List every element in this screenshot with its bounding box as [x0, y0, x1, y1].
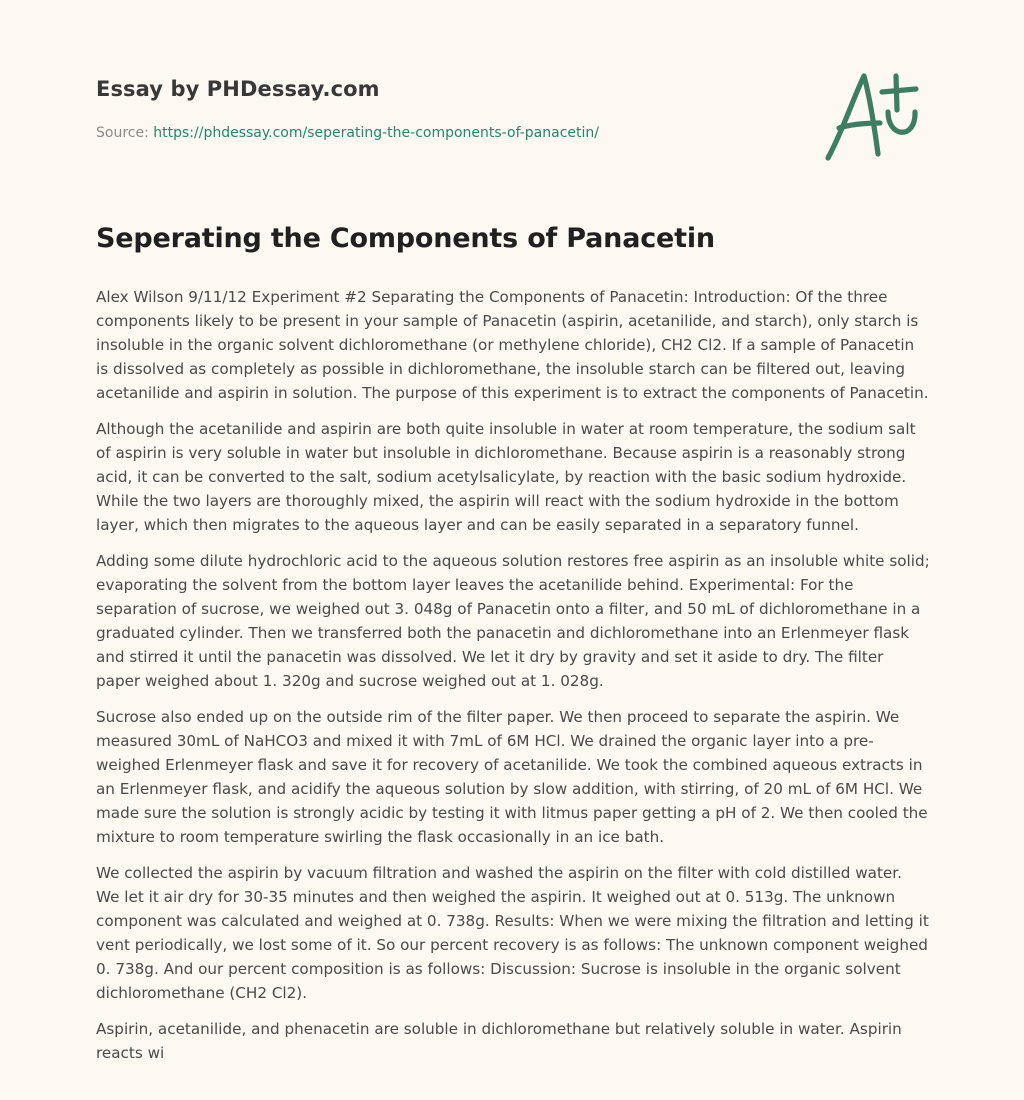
essay-page — [96, 0, 930, 1100]
article-paragraph: Alex Wilson 9/11/12 Experiment #2 Separating the Components of Panacetin: Introduction: Of the three components likely to be present in your sample of Panacetin (aspirin, acetanilide, and starch), only starch is insoluble in the organic solvent dichloromethane (or methylene chloride), CH2 Cl2. If a sample of Panacetin is dissolved as completely as possible in dichloromethane, the insoluble starch can be filtered out, leaving acetanilide and aspirin in solution. The purpose of this experiment is to extract the components of Panacetin. — [96, 288, 929, 402]
article-paragraph: Although the acetanilide and aspirin are both quite insoluble in water at room temperature, the sodium salt of aspirin is very soluble in water but insoluble in dichloromethane. Because aspirin is a reasonably strong acid, it can be converted to the salt, sodium acetylsalicylate, by reaction with the basic sodium hydroxide. While the two layers are thoroughly mixed, the aspirin will react with the sodium hydroxide in the bottom layer, which then migrates to the aqueous layer and can be easily separated in a separatory funnel. — [96, 420, 916, 534]
source-label: Source: — [96, 125, 149, 141]
article-body — [96, 285, 930, 1077]
article-paragraph: Aspirin, acetanilide, and phenacetin are soluble in dichloromethane but relatively soluble in water. Aspirin reacts wi — [96, 1020, 902, 1062]
article-title: Seperating the Components of Panacetin — [96, 223, 715, 254]
article-paragraph: Adding some dilute hydrochloric acid to the aqueous solution restores free aspirin as an insoluble white solid; evaporating the solvent from the bottom layer leaves the acetanilide behind. Experimental: For the separation of sucrose, we weighed out 3. 048g of Panacetin onto a filter, and 50 mL of dichloromethane in a graduated cylinder. Then we transferred both the panacetin and dichloromethane into an Erlenmeyer flask and stirred it until the panacetin was dissolved. We let it dry by gravity and set it aside to dry. The filter paper weighed about 1. 320g and sucrose weighed out at 1. 028g. — [96, 552, 930, 690]
article-paragraph: We collected the aspirin by vacuum filtration and washed the aspirin on the filter with cold distilled water. We let it air dry for 30-35 minutes and then weighed the aspirin. It weighed out at 0. 513g. The unknown component was calculated and weighed at 0. 738g. Results: When we were mixing the filtration and letting it vent periodically, we lost some of it. So our percent recovery is as follows: The unknown component weighed 0. 738g. And our percent composition is as follows: Discussion: Sucrose is insoluble in the organic solvent dichloromethane (CH2 Cl2). — [96, 864, 929, 1002]
source-link[interactable]: https://phdessay.com/seperating-the-components-of-panacetin/ — [153, 125, 599, 141]
article-paragraph: Sucrose also ended up on the outside rim of the filter paper. We then proceed to separate the aspirin. We measured 30mL of NaHCO3 and mixed it with 7mL of 6M HCl. We drained the organic layer into a pre-weighed Erlenmeyer flask and save it for recovery of acetanilide. We took the combined aqueous extracts in an Erlenmeyer flask, and acidify the aqueous solution by slow addition, with stirring, of 20 mL of 6M HCl. We made sure the solution is strongly acidic by testing it with litmus paper getting a pH of 2. We then cooled the mixture to room temperature swirling the flask occasionally in an ice bath. — [96, 708, 928, 846]
site-brand: Essay by PHDessay.com — [96, 77, 380, 101]
a-plus-grade-icon — [822, 66, 930, 164]
source-line — [96, 125, 599, 141]
